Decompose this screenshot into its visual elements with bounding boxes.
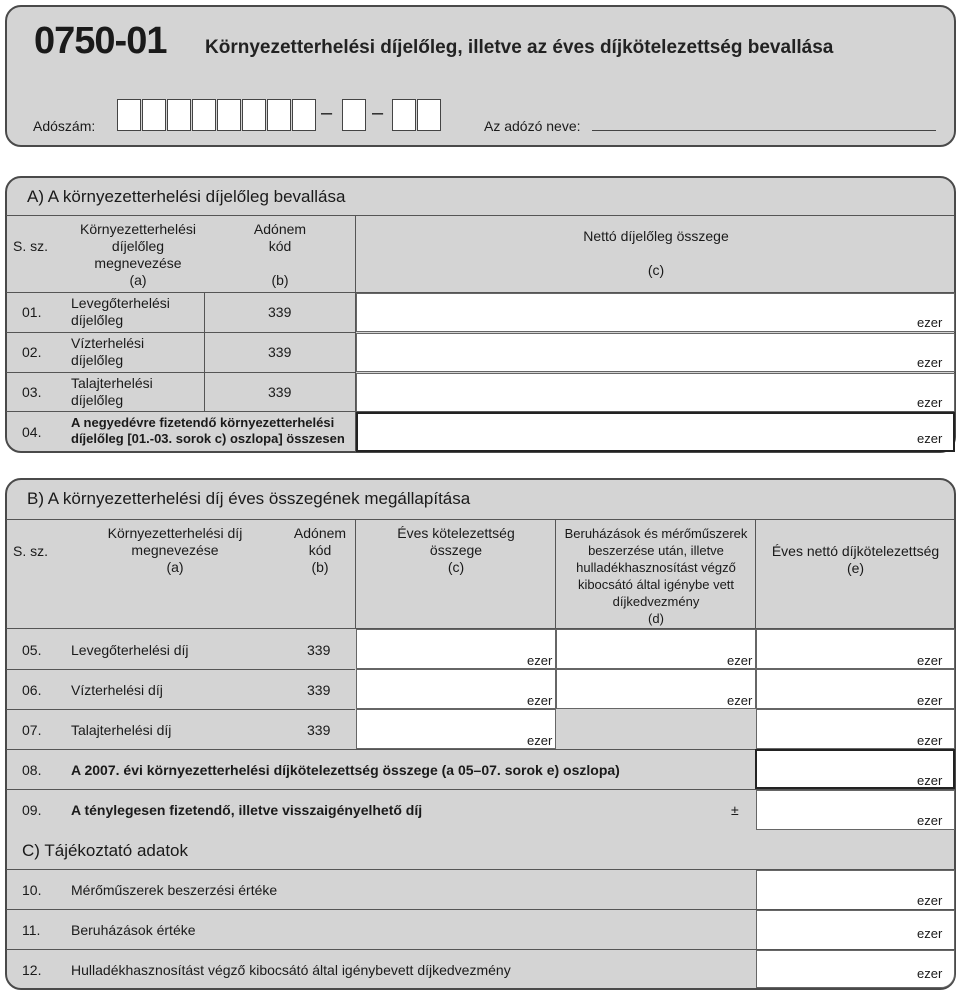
divider xyxy=(6,215,954,216)
discount-input[interactable] xyxy=(556,669,756,709)
taxpayer-name-label: Az adózó neve: xyxy=(484,118,581,134)
form-title: Környezetterhelési díjelőleg, illetve az éves díjkötelezettség bevallása xyxy=(205,37,834,58)
unit-label: ezer xyxy=(917,813,943,828)
plus-minus-sign: ± xyxy=(731,802,739,818)
unit-label: ezer xyxy=(527,653,553,668)
unit-label: ezer xyxy=(727,693,753,708)
row-name: Mérőműszerek beszerzési értéke xyxy=(71,882,278,898)
tax-number-digit[interactable] xyxy=(217,99,241,131)
unit-label: ezer xyxy=(917,893,943,908)
tax-number-digit[interactable] xyxy=(117,99,141,131)
divider xyxy=(6,709,355,710)
tax-number-digit[interactable] xyxy=(142,99,166,131)
net-advance-input[interactable] xyxy=(356,293,955,332)
row-name: Vízterhelési díjelőleg xyxy=(71,335,145,368)
row-name: Levegőterhelési díjelőleg xyxy=(71,295,170,328)
row-number: 12. xyxy=(22,962,42,978)
row-number: 07. xyxy=(22,722,42,738)
row-number: 02. xyxy=(22,344,42,360)
total-2007-label: A 2007. évi környezetterhelési díjkötelezettség összege (a 05–07. sorok e) oszlopa) xyxy=(71,762,620,778)
row-number: 08. xyxy=(22,762,42,778)
divider xyxy=(355,520,356,628)
tax-number-digit[interactable] xyxy=(417,99,441,131)
tax-number-digit[interactable] xyxy=(192,99,216,131)
divider xyxy=(6,372,355,373)
tax-code: 339 xyxy=(268,304,292,320)
tax-code: 339 xyxy=(307,642,331,658)
unit-label: ezer xyxy=(917,431,943,446)
payable-label: A ténylegesen fizetendő, illetve visszaigényelhető díj xyxy=(71,802,423,818)
row-name: Levegőterhelési díj xyxy=(71,642,189,658)
tax-code: 339 xyxy=(307,722,331,738)
annual-obligation-input[interactable] xyxy=(356,669,556,709)
tax-number-dash: – xyxy=(372,102,384,124)
col-d-header: Beruházások és mérőműszerek beszerzése után, illetve hulladékhasznosítást végző kibocsátó által igénybe vett díjkedvezmény (d) xyxy=(564,526,748,626)
section-c-title: C) Tájékoztató adatok xyxy=(22,841,188,860)
tax-code: 339 xyxy=(268,384,292,400)
taxpayer-name-field[interactable] xyxy=(592,130,936,131)
tax-number-digit[interactable] xyxy=(242,99,266,131)
col-b-header: Adónem kód (b) xyxy=(293,525,347,575)
annual-obligation-input[interactable] xyxy=(356,629,556,669)
unit-label: ezer xyxy=(917,733,943,748)
unit-label: ezer xyxy=(917,653,943,668)
net-advance-input[interactable] xyxy=(356,333,955,372)
unit-label: ezer xyxy=(917,926,943,941)
col-ssz-header: S. sz. xyxy=(13,238,49,254)
unit-label: ezer xyxy=(527,693,553,708)
divider xyxy=(555,520,556,628)
unit-label: ezer xyxy=(917,395,943,410)
row-number: 03. xyxy=(22,384,42,400)
tax-code: 339 xyxy=(268,344,292,360)
col-a-header: Környezetterhelési díjelőleg megnevezése (a) xyxy=(80,221,196,288)
row-number: 01. xyxy=(22,304,42,320)
unit-label: ezer xyxy=(727,653,753,668)
total-advance-input[interactable] xyxy=(356,412,955,452)
col-ssz-header: S. sz. xyxy=(13,543,49,559)
section-b-title: B) A környezetterhelési díj éves összegének megállapítása xyxy=(27,489,471,508)
col-c-header: Éves kötelezettség összege (c) xyxy=(397,525,515,575)
divider xyxy=(6,519,954,520)
col-e-header: Éves nettó díjkötelezettség (e) xyxy=(771,543,940,576)
tax-number-label: Adószám: xyxy=(33,118,96,134)
divider xyxy=(755,520,756,628)
tax-number-digit[interactable] xyxy=(167,99,191,131)
row-name: Talajterhelési díj xyxy=(71,722,172,738)
col-c-header: Nettó díjelőleg összege (c) xyxy=(583,228,729,278)
divider xyxy=(6,669,355,670)
unit-label: ezer xyxy=(917,773,943,788)
tax-number-digit[interactable] xyxy=(292,99,316,131)
divider xyxy=(6,332,355,333)
col-a-header: Környezetterhelési díj megnevezése (a) xyxy=(107,525,243,575)
section-a-title: A) A környezetterhelési díjelőleg bevallása xyxy=(27,187,346,206)
annual-obligation-input[interactable] xyxy=(356,709,556,749)
unit-label: ezer xyxy=(917,966,943,981)
divider xyxy=(204,292,205,411)
unit-label: ezer xyxy=(527,733,553,748)
tax-code: 339 xyxy=(307,682,331,698)
row-number: 05. xyxy=(22,642,42,658)
discount-input[interactable] xyxy=(556,629,756,669)
row-number: 09. xyxy=(22,802,42,818)
tax-number-dash: – xyxy=(321,102,333,124)
row-number: 06. xyxy=(22,682,42,698)
row-number: 11. xyxy=(22,922,41,938)
form-code: 0750-01 xyxy=(34,20,167,62)
row-name: Beruházások értéke xyxy=(71,922,196,938)
tax-number-digit[interactable] xyxy=(267,99,291,131)
row-number: 04. xyxy=(22,424,42,440)
tax-number-digit[interactable] xyxy=(342,99,366,131)
unit-label: ezer xyxy=(917,355,943,370)
unit-label: ezer xyxy=(917,693,943,708)
row-number: 10. xyxy=(22,882,42,898)
total-label: A negyedévre fizetendő környezetterhelési díjelőleg [01.-03. sorok c) oszlopa] összesen xyxy=(71,415,345,446)
row-name: Hulladékhasznosítást végző kibocsátó által igénybevett díjkedvezmény xyxy=(71,962,511,978)
row-name: Vízterhelési díj xyxy=(71,682,163,698)
tax-number-digit[interactable] xyxy=(392,99,416,131)
row-name: Talajterhelési díjelőleg xyxy=(71,375,153,408)
unit-label: ezer xyxy=(917,315,943,330)
net-advance-input[interactable] xyxy=(356,373,955,412)
col-b-header: Adónem kód (b) xyxy=(253,221,307,288)
